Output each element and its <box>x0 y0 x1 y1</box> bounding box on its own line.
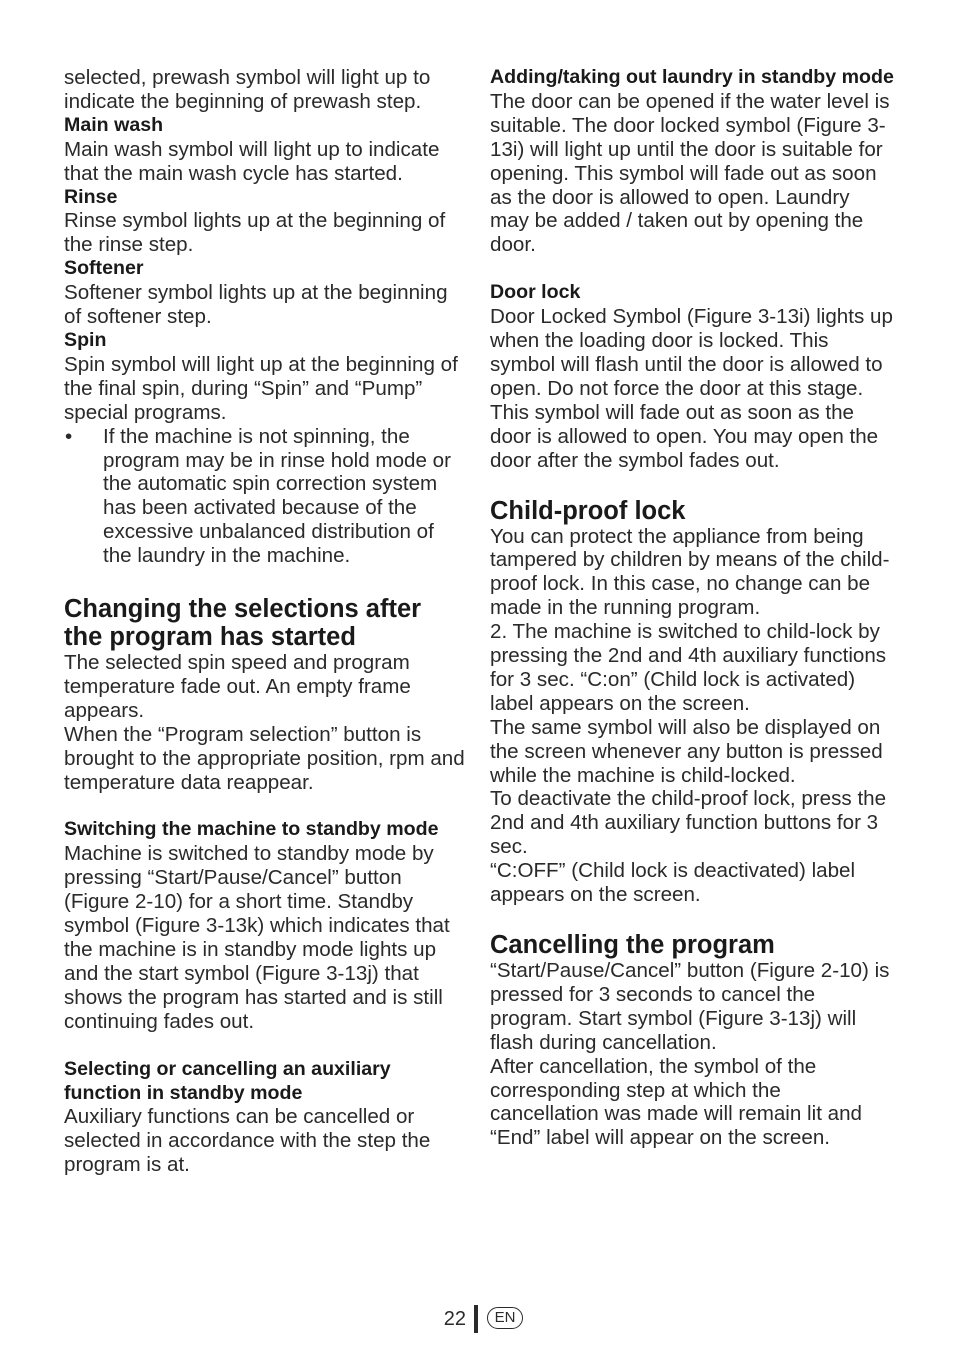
door-lock-heading: Door lock <box>490 281 581 304</box>
child-lock-paragraph-4: To deactivate the child-proof lock, press the 2nd and 4th auxiliary function buttons for 3 sec. <box>490 787 887 859</box>
changing-paragraph-2: When the “Program selection” button is brought to the appropriate position, rpm and temperature data reappear. <box>64 722 465 794</box>
spin-bullet-text: If the machine is not spinning, the program may be in rinse hold mode or the automatic spin correction system has been activated because of the excessive unbalanced distribution of the laundry in the machine. <box>103 424 451 568</box>
adding-laundry-text: The door can be opened if the water level is suitable. The door locked symbol (Figure 3-13i) will light up until the door is suitable for opening. This symbol will fade out as soon as the door is allowed to open. Laundry may be added / taken out by opening the door. <box>490 89 890 257</box>
standby-heading: Switching the machine to standby mode <box>64 818 439 841</box>
child-lock-paragraph-5: “C:OFF” (Child lock is deactivated) label appears on the screen. <box>490 859 856 907</box>
standby-text: Machine is switched to standby mode by pressing “Start/Pause/Cancel” button (Figure 2-10) for a short time. Standby symbol (Figure 3-13k) which indicates that the machine is in standby mode lights up and the start symbol (Figure 3-13j) that shows the program has started and is still continuing fades out. <box>64 842 450 1033</box>
softener-heading: Softener <box>64 257 144 280</box>
changing-selections-heading: Changing the selections after the program has started <box>64 595 422 652</box>
changing-paragraph-1: The selected spin speed and program temperature fade out. An empty frame appears. <box>64 651 411 722</box>
left-column <box>64 66 466 1177</box>
spin-bullet-list <box>64 425 466 568</box>
bullet-icon: • <box>65 424 73 448</box>
softener-text: Softener symbol lights up at the beginning of softener step. <box>64 281 448 329</box>
right-column <box>490 66 894 1150</box>
main-wash-heading: Main wash <box>64 113 164 136</box>
main-wash-text: Main wash symbol will light up to indicate that the main wash cycle has started. <box>64 137 440 185</box>
cancelling-heading: Cancelling the program <box>490 931 775 959</box>
child-lock-heading: Child-proof lock <box>490 496 686 525</box>
intro-paragraph: selected, prewash symbol will light up to indicate the beginning of prewash step. <box>64 66 431 113</box>
cancelling-paragraph-2: After cancellation, the symbol of the corresponding step at which the cancellation was made will remain lit and “End” label will appear on the screen. <box>490 1054 863 1150</box>
language-badge: EN <box>487 1307 523 1329</box>
cancelling-paragraph-1: “Start/Pause/Cancel” button (Figure 2-10) is pressed for 3 seconds to cancel the program. Start symbol (Figure 3-13j) will flash during cancellation. <box>490 959 890 1054</box>
rinse-text: Rinse symbol lights up at the beginning of the rinse step. <box>64 209 446 257</box>
door-lock-text: Door Locked Symbol (Figure 3-13i) lights up when the loading door is locked. This symbol will flash until the door is allowed to open. Do not force the door at this stage. This symbol will fade out as soon as the door is allowed to open. You may open the door after the symbol fades out. <box>490 305 893 472</box>
spin-text: Spin symbol will light up at the beginning of the final spin, during “Spin” and “Pump” special programs. <box>64 352 458 424</box>
child-lock-paragraph-2: 2. The machine is switched to child-lock by pressing the 2nd and 4th auxiliary functions for 3 sec. “C:on” (Child lock is activated) label appears on the screen. <box>490 620 887 715</box>
list-item <box>64 425 466 568</box>
auxiliary-heading: Selecting or cancelling an auxiliary function in standby mode <box>64 1057 391 1104</box>
spin-heading: Spin <box>64 328 107 351</box>
child-lock-paragraph-3: The same symbol will also be displayed on the screen whenever any button is pressed while the machine is child-locked. <box>490 715 883 787</box>
rinse-heading: Rinse <box>64 185 118 208</box>
child-lock-paragraph-1: You can protect the appliance from being tampered by children by means of the child-proof lock. In this case, no change can be made in the running program. <box>490 524 890 620</box>
page-footer <box>0 1305 954 1333</box>
adding-laundry-heading: Adding/taking out laundry in standby mode <box>490 66 894 88</box>
auxiliary-text: Auxiliary functions can be cancelled or selected in accordance with the step the program is at. <box>64 1105 431 1177</box>
footer-divider <box>474 1305 478 1333</box>
page-number: 22 <box>443 1308 466 1330</box>
